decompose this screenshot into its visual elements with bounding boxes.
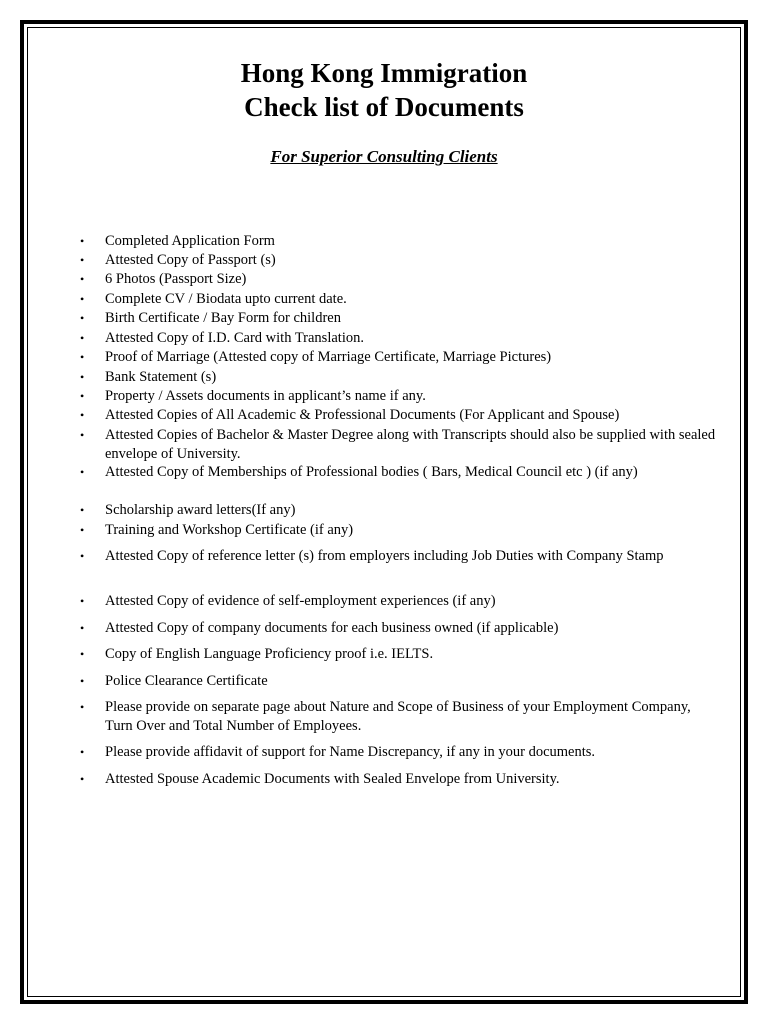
bullet-icon: • (80, 253, 85, 267)
bullet-icon: • (80, 523, 85, 537)
checklist-item-text: Attested Copies of All Academic & Professional Documents (For Applicant and Spouse) (105, 407, 620, 423)
checklist-item-text: Scholarship award letters(If any) (105, 502, 296, 518)
checklist-item-text: Please provide on separate page about Nature and Scope of Business of your Employment Company, Turn Over and Total Number of Employees. (105, 699, 691, 734)
checklist-item-text: Police Clearance Certificate (105, 673, 268, 689)
checklist-item-text: Please provide affidavit of support for Name Discrepancy, if any in your documents. (105, 744, 596, 760)
bullet-icon: • (80, 428, 85, 442)
bullet-icon: • (80, 389, 85, 403)
checklist-item-text: Attested Copy of evidence of self-employment experiences (if any) (105, 593, 496, 609)
bullet-icon: • (80, 745, 85, 759)
checklist-item-text: Attested Copy of Memberships of Professional bodies ( Bars, Medical Council etc ) (if any) (105, 464, 638, 480)
document-subtitle-heading: Check list of Documents (244, 92, 524, 122)
bullet-icon: • (80, 503, 85, 517)
checklist-item-text: Attested Copy of I.D. Card with Translation. (105, 330, 364, 346)
bullet-icon: • (80, 772, 85, 786)
checklist-item-text: Attested Copy of Passport (s) (105, 252, 276, 268)
bullet-icon: • (80, 621, 85, 635)
checklist-item-text: Copy of English Language Proficiency proof i.e. IELTS. (105, 646, 434, 662)
bullet-icon: • (80, 549, 85, 563)
checklist-item-text: Birth Certificate / Bay Form for children (105, 310, 341, 326)
document-title: Hong Kong Immigration (240, 58, 528, 88)
bullet-icon: • (80, 647, 85, 661)
checklist-item-text: Attested Copy of company documents for each business owned (if applicable) (105, 620, 559, 636)
bullet-icon: • (80, 311, 85, 325)
checklist-item-text: Attested Spouse Academic Documents with Sealed Envelope from University. (105, 771, 560, 787)
bullet-icon: • (80, 700, 85, 714)
bullet-icon: • (80, 234, 85, 248)
bullet-icon: • (80, 331, 85, 345)
checklist-item-text: Proof of Marriage (Attested copy of Marriage Certificate, Marriage Pictures) (105, 349, 552, 365)
checklist-item-text: Bank Statement (s) (105, 369, 217, 385)
checklist-item-text: Property / Assets documents in applicant’s name if any. (105, 388, 426, 404)
checklist-item-text: Completed Application Form (105, 233, 275, 249)
bullet-icon: • (80, 408, 85, 422)
bullet-icon: • (80, 674, 85, 688)
bullet-icon: • (80, 272, 85, 286)
bullet-icon: • (80, 594, 85, 608)
client-subtitle: For Superior Consulting Clients (270, 147, 498, 166)
checklist-item-text: Attested Copy of reference letter (s) from employers including Job Duties with Company Stamp (105, 548, 664, 564)
checklist-item-text: Training and Workshop Certificate (if any) (105, 522, 354, 538)
bullet-icon: • (80, 370, 85, 384)
checklist-item-text: 6 Photos (Passport Size) (105, 271, 247, 287)
checklist-item-text: Attested Copies of Bachelor & Master Degree along with Transcripts should also be supplied with sealed envelope of University. (105, 427, 716, 462)
bullet-icon: • (80, 292, 85, 306)
checklist-item-text: Complete CV / Biodata upto current date. (105, 291, 347, 307)
bullet-icon: • (80, 350, 85, 364)
bullet-icon: • (80, 465, 85, 479)
